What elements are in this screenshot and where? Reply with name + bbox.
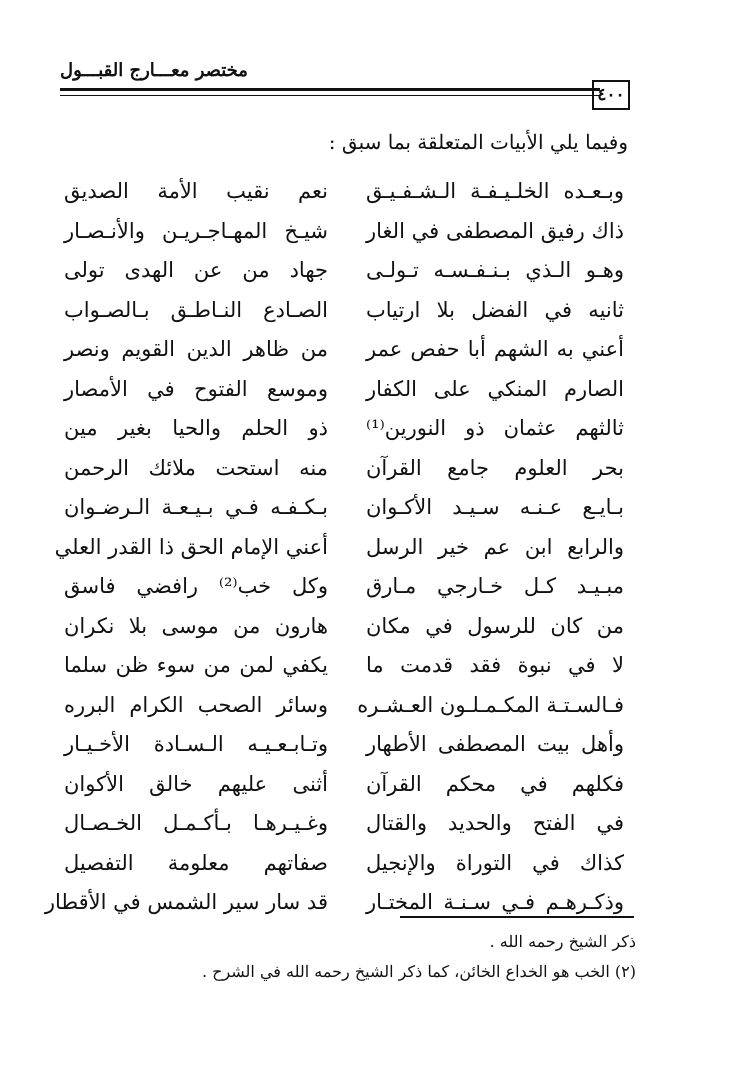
verse-line: وذكـرهـم فـي سـنـة المختـار	[366, 890, 624, 914]
header-title: مختصر معـــارج القبـــول	[60, 60, 248, 81]
verse-line: وموسع الفتوح في الأمصار	[64, 376, 328, 401]
footnote-2: (٢) الخب هو الخداع الخائن، كما ذكر الشيخ رحمه الله في الشرح .	[201, 962, 636, 981]
verse-line: أعني الإمام الحق ذا القدر العلي	[54, 534, 328, 559]
verse-line: منه استحت ملائك الرحمن	[64, 455, 328, 480]
verse-line: فـالسـتـة المكـمـلـون العـشـره	[357, 692, 624, 717]
verse-line: وهـو الـذي بـنـفـسـه تـولـى	[366, 258, 624, 282]
verse-line: بحر العلوم جامع القرآن	[366, 455, 624, 480]
verse-line: والرابع ابن عم خير الرسل	[366, 534, 624, 559]
verse-line: هارون من موسى بلا نكران	[64, 613, 328, 638]
header-rule-bottom	[60, 95, 600, 96]
page-number: ٤٠٠	[592, 80, 630, 110]
footnote-1: ذكر الشيخ رحمه الله .	[489, 932, 636, 951]
verse-line: يكفي لمن من سوء ظن سلما	[64, 653, 328, 677]
verse-line: مبـيـد كـل خـارجي مـارق	[366, 574, 624, 598]
verse-line: أثنى عليهم خالق الأكوان	[64, 771, 328, 796]
verse-line: أعني به الشهم أبا حفص عمر	[366, 337, 624, 361]
verse-line: من كان للرسول في مكان	[366, 613, 624, 638]
verse-line: نعم نقيب الأمة الصديق	[64, 179, 328, 203]
verse-line: بـايـع عـنـه سـيـد الأكـوان	[366, 495, 624, 519]
verse-line: الصـادع النـاطـق بـالصـواب	[64, 297, 328, 322]
verse-line: الصارم المنكي على الكفار	[366, 376, 624, 401]
verse-line: شيـخ المهـاجـريـن والأنـصـار	[64, 218, 328, 243]
verse-line: ذاك رفيق المصطفى في الغار	[366, 218, 624, 243]
verse-line: كذاك في التوراة والإنجيل	[366, 850, 624, 875]
verse-line: من ظاهر الدين القويم ونصر	[64, 337, 328, 361]
verse-line: وتـابـعـيـه الـسـادة الأخـيـار	[64, 732, 328, 756]
verse-line: وأهل بيت المصطفى الأطهار	[366, 732, 624, 756]
verse-line: فكلهم في محكم القرآن	[366, 771, 624, 796]
verse-line: في الفتح والحديد والقتال	[366, 811, 624, 835]
verses-right-column	[357, 172, 624, 923]
verse-line: صفاتهم معلومة التفصيل	[64, 850, 328, 875]
verse-line: وسائر الصحب الكرام البرره	[64, 692, 328, 717]
verse-line: بـكـفـه فـي بـيـعـة الـرضـوان	[64, 495, 328, 519]
intro-text: وفيما يلي الأبيات المتعلقة بما سبق :	[328, 130, 628, 154]
verses-left-column	[44, 172, 328, 923]
header-rule-top	[60, 88, 600, 91]
verse-line: وبـعـده الخلـيـفـة الـشـفـيـق	[366, 179, 624, 203]
verse-line: وغـيـرهـا بـأكـمـل الخـصـال	[64, 811, 328, 835]
verse-line: ذو الحلم والحيا بغير مين	[64, 416, 328, 440]
verse-line: وكل خب⁽²⁾ رافضي فاسق	[64, 574, 328, 598]
footnote-divider	[400, 916, 634, 918]
verse-line: ثالثهم عثمان ذو النورين⁽¹⁾	[366, 416, 624, 440]
verse-line: قد سار سير الشمس في الأقطار	[44, 890, 328, 914]
verse-line: لا في نبوة فقد قدمت ما	[366, 653, 624, 677]
verse-line: جهاد من عن الهدى تولى	[64, 258, 328, 282]
verse-line: ثانيه في الفضل بلا ارتياب	[366, 297, 624, 322]
